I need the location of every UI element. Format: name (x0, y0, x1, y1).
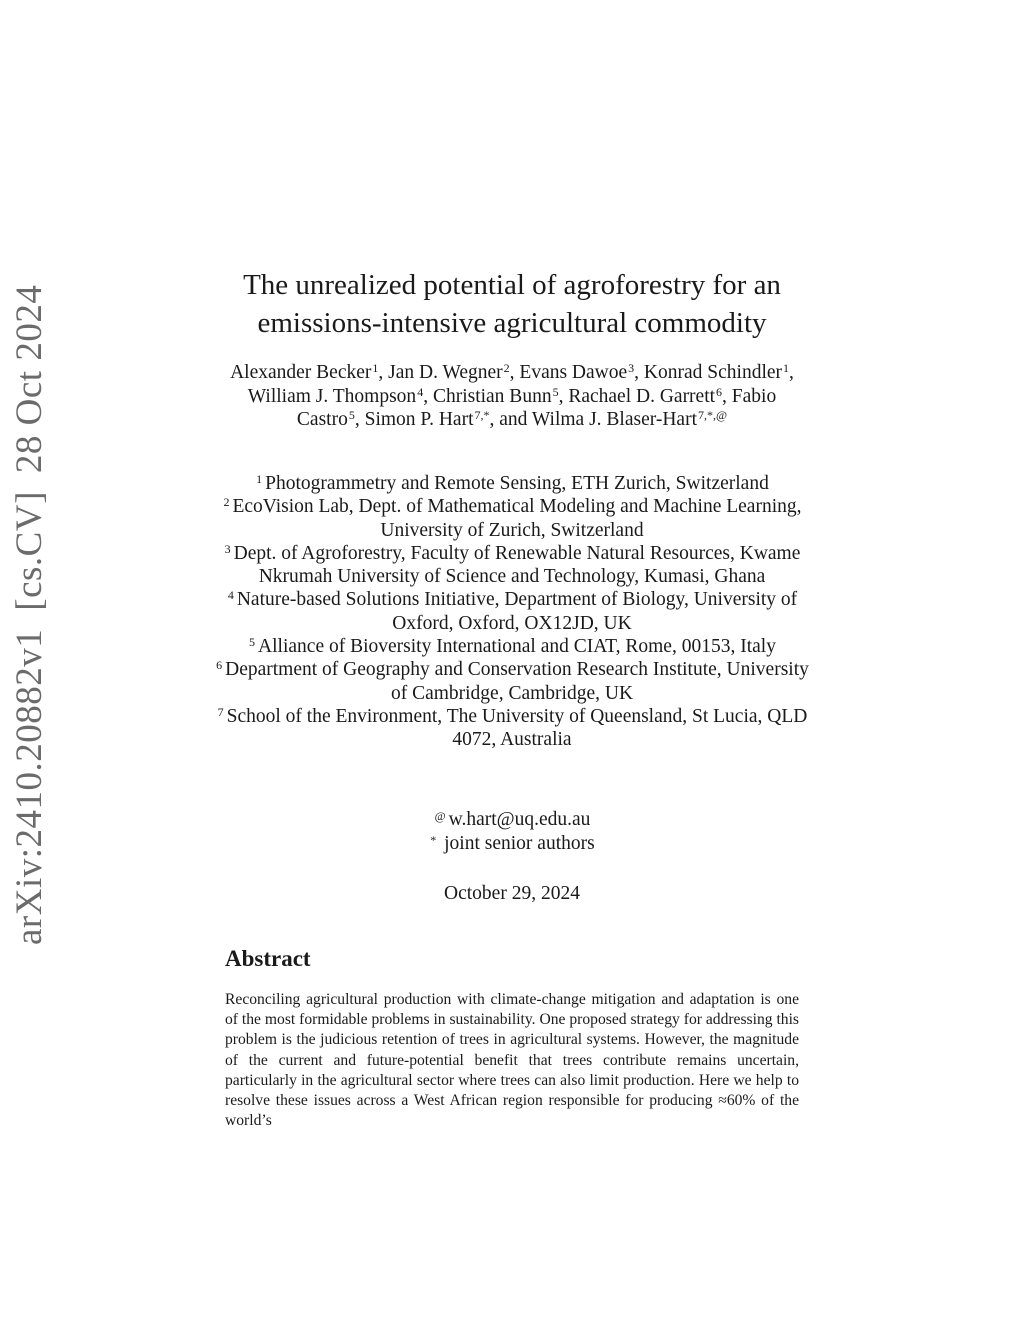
author-affiliation-marker: 4 (417, 384, 424, 399)
author-affiliation-marker: 2 (503, 361, 510, 375)
affiliation-text: EcoVision Lab, Dept. of Mathematical Modeling and Machine Learning, University of Zurich, Switzerland (232, 496, 802, 541)
affiliation-item (212, 472, 812, 495)
email-symbol: @ (434, 809, 446, 823)
arxiv-date: 28 Oct 2024 (9, 284, 50, 474)
affiliation-number: 1 (256, 472, 263, 486)
author-name: Evans Dawoe (519, 362, 628, 383)
abstract-heading: Abstract (225, 946, 311, 971)
arxiv-id: arXiv:2410.20882v1 (9, 628, 50, 945)
author-separator: , (509, 362, 520, 383)
author-affiliation-marker: 3 (628, 361, 635, 375)
arxiv-category: [cs.CV] (9, 491, 50, 611)
contact-notes (212, 808, 812, 856)
author-and: and (499, 409, 528, 430)
author-name: Fabio Castro (296, 385, 777, 430)
affiliation-text: Alliance of Bioversity International and CIAT, Rome, 00153, Italy (258, 636, 776, 658)
affiliation-number: 7 (217, 704, 224, 719)
author-affiliation-marker: 7,*,@ (698, 408, 728, 422)
author-list (218, 361, 806, 432)
paper-title (200, 266, 824, 342)
author-affiliation-marker: 5 (552, 384, 559, 399)
author-name: Simon P. Hart (364, 409, 474, 430)
author-affiliation-marker: 1 (783, 361, 790, 375)
author-affiliation-marker: 6 (716, 384, 723, 399)
affiliation-number: 4 (227, 588, 234, 603)
affiliation-item (212, 635, 812, 658)
affiliation-text: Dept. of Agroforestry, Faculty of Renewable Natural Resources, Kwame Nkrumah University of Science and Technology, Kumasi, Ghana (233, 542, 801, 588)
abstract-text: Reconciling agricultural production with climate-change mitigation and adaptation is one of the most formidable problems in sustainability. One proposed strategy for addressing this problem is the judicious retention of trees in agricultural systems. However, the magnitude of the current and future-potential benefit that trees contribute remains uncertain, particularly in the agricultural sector where trees can also limit production. Here we help to resolve these issues across a West African region responsible for producing ≈60% of the world’s (225, 991, 799, 1130)
title-line-1: The unrealized potential of agroforestry for an (243, 269, 781, 301)
author-separator: , (354, 409, 365, 430)
affiliation-item (212, 658, 812, 705)
affiliation-text: School of the Environment, The University of Queensland, St Lucia, QLD 4072, Australia (226, 705, 808, 751)
affiliation-list (212, 472, 812, 752)
author-separator: , (789, 362, 794, 383)
joint-authors-line (212, 832, 812, 856)
author-separator: , (558, 385, 569, 407)
author-name: Wilma J. Blaser-Hart (531, 409, 697, 430)
affiliation-item (212, 588, 812, 635)
corresponding-email: w.hart@uq.edu.au (448, 809, 591, 830)
affiliation-item (212, 542, 812, 589)
author-name: Jan D. Wegner (388, 362, 503, 383)
affiliation-number: 2 (223, 495, 230, 510)
publication-date: October 29, 2024 (444, 883, 580, 904)
affiliation-number: 6 (216, 658, 223, 673)
author-name: Alexander Becker (230, 362, 372, 383)
author-separator: , (489, 409, 500, 430)
joint-authors-note: joint senior authors (444, 833, 595, 854)
affiliation-number: 3 (224, 541, 231, 556)
affiliation-number: 5 (249, 635, 256, 650)
joint-symbol: * (430, 833, 437, 847)
author-separator: , (634, 362, 644, 383)
author-separator: , (722, 385, 732, 407)
author-separator: , (423, 385, 433, 407)
author-name: Rachael D. Garrett (568, 385, 716, 407)
affiliation-text: Nature-based Solutions Initiative, Department of Biology, University of Oxford, Oxford, OX12JD, UK (236, 589, 798, 634)
affiliation-item (212, 705, 812, 752)
affiliation-text: Photogrammetry and Remote Sensing, ETH Zurich, Switzerland (265, 473, 769, 494)
author-name: Christian Bunn (432, 385, 552, 407)
author-separator: , (378, 362, 389, 383)
author-name: William J. Thompson (247, 385, 417, 407)
affiliation-text: Department of Geography and Conservation Research Institute, University of Cambridge, Cambridge, UK (225, 659, 809, 704)
title-line-2: emissions-intensive agricultural commodity (257, 307, 767, 339)
affiliation-item (212, 495, 812, 542)
email-line (212, 808, 812, 832)
author-affiliation-marker: 1 (372, 361, 379, 375)
author-name: Konrad Schindler (643, 362, 783, 383)
author-affiliation-marker: 5 (348, 408, 355, 422)
arxiv-identifier (8, 285, 51, 945)
author-affiliation-marker: 7,* (474, 408, 490, 422)
